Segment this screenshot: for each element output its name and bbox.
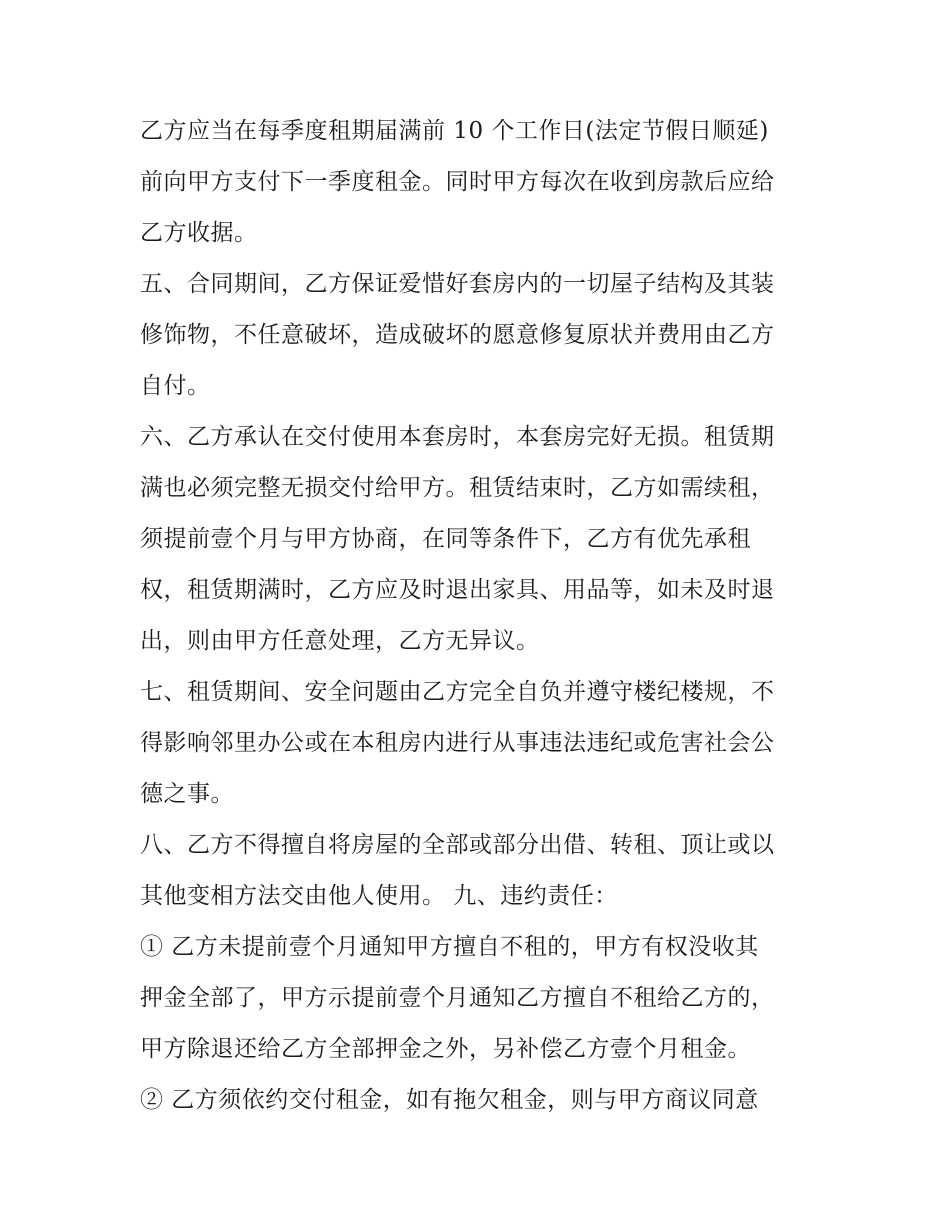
text-line: 八、乙方不得擅自将房屋的全部或部分出借、转租、顶让或以 bbox=[140, 832, 775, 858]
text-line: 甲方除退还给乙方全部押金之外，另补偿乙方壹个月租金。 bbox=[140, 1036, 751, 1062]
text-line: 押金全部了，甲方示提前壹个月通知乙方擅自不租给乙方的， bbox=[140, 985, 775, 1011]
paragraph-rent-payment bbox=[140, 106, 820, 259]
text-line: 须提前壹个月与甲方协商，在同等条件下，乙方有优先承租 bbox=[140, 526, 751, 552]
text-line: 乙方应当在每季度租期届满前 10 个工作日(法定节假日顺延) bbox=[140, 118, 769, 144]
text-line: 前向甲方支付下一季度租金。同时甲方每次在收到房款后应给 bbox=[140, 169, 775, 195]
paragraph-liability-1 bbox=[140, 922, 820, 1075]
text-line: 权，租赁期满时，乙方应及时退出家具、用品等，如未及时退 bbox=[140, 577, 775, 603]
text-line: 出，则由甲方任意处理，乙方无异议。 bbox=[140, 628, 540, 654]
text-line: ② 乙方须依约交付租金，如有拖欠租金，则与甲方商议同意 bbox=[140, 1087, 759, 1113]
text-line: 五、合同期间，乙方保证爱惜好套房内的一切屋子结构及其装 bbox=[140, 271, 775, 297]
text-line: 六、乙方承认在交付使用本套房时，本套房完好无损。租赁期 bbox=[140, 424, 775, 450]
text-line: 德之事。 bbox=[140, 781, 234, 807]
text-line: 修饰物，不任意破坏，造成破坏的愿意修复原状并费用由乙方 bbox=[140, 322, 775, 348]
paragraph-clause-5 bbox=[140, 259, 820, 412]
text-line: 七、租赁期间、安全问题由乙方完全自负并遵守楼纪楼规，不 bbox=[140, 679, 775, 705]
document-page bbox=[140, 106, 820, 1126]
text-line: 乙方收据。 bbox=[140, 220, 258, 246]
text-line: 满也必须完整无损交付给甲方。租赁结束时，乙方如需续租， bbox=[140, 475, 775, 501]
text-line: 其他变相方法交由他人使用。 九、违约责任： bbox=[140, 883, 618, 909]
paragraph-liability-2 bbox=[140, 1075, 820, 1126]
text-line: 得影响邻里办公或在本租房内进行从事违法违纪或危害社会公 bbox=[140, 730, 775, 756]
paragraph-clause-8-9 bbox=[140, 820, 820, 922]
paragraph-clause-7 bbox=[140, 667, 820, 820]
text-line: ① 乙方未提前壹个月通知甲方擅自不租的，甲方有权没收其 bbox=[140, 934, 759, 960]
paragraph-clause-6 bbox=[140, 412, 820, 667]
text-line: 自付。 bbox=[140, 373, 211, 399]
